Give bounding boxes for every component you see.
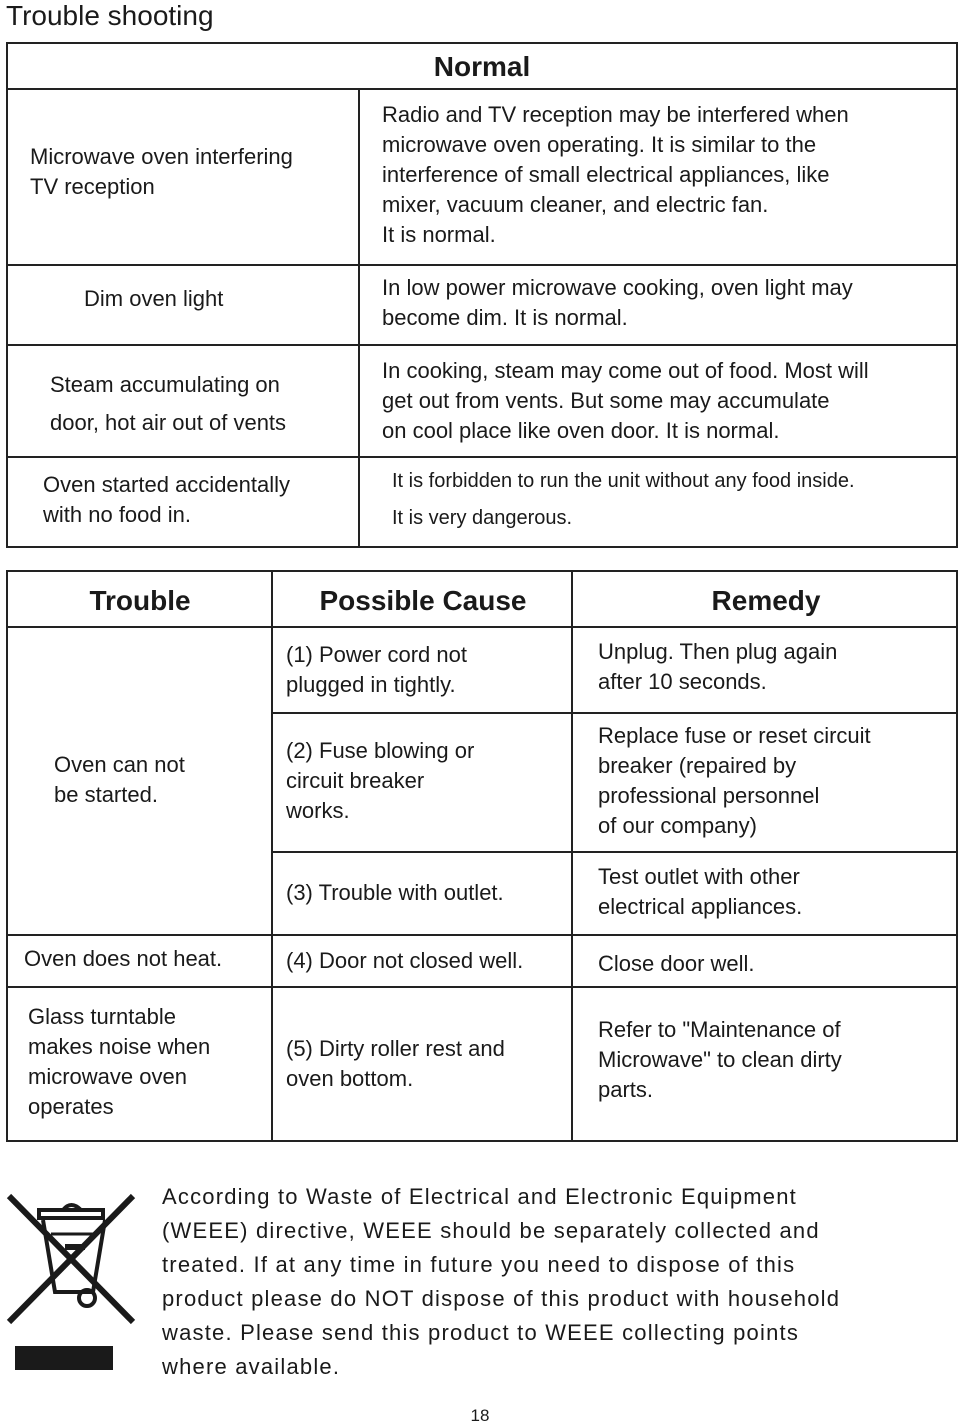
normal-condition-cell: Oven started accidentally with no food in. [43,472,291,527]
weee-line: According to Waste of Electrical and Electronic Equipment [162,1184,797,1209]
remedy-cell: Unplug. Then plug again after 10 seconds. [598,639,838,694]
cause-cell: (1) Power cord not plugged in tightly. [286,642,467,697]
normal-condition-cell: Steam accumulating on door, hot air out of vents [50,372,287,435]
normal-condition-cell: Dim oven light [84,286,224,311]
divider [8,986,956,988]
column-header-cause: Possible Cause [319,585,527,616]
trouble-cell: Glass turntable makes noise when microwave oven operates [28,1004,211,1119]
column-header-remedy: Remedy [711,585,821,616]
trouble-table [6,570,958,1142]
normal-explanation-cell: In low power microwave cooking, oven light may become dim. It is normal. [382,275,853,330]
divider [8,626,956,628]
divider [8,934,956,936]
column-header-trouble: Trouble [89,585,191,616]
crossed-out-wheelie-bin-icon [5,1188,155,1383]
normal-explanation-cell: Radio and TV reception may be interfered when microwave oven operating. It is similar to the interference of small electrical appliances, like mixer, vacuum cleaner, and electric fan. It is normal. [382,102,849,247]
weee-line: product please do NOT dispose of this product with household [162,1286,841,1311]
divider [8,88,956,90]
divider [358,90,360,546]
divider [271,572,273,1140]
cause-cell: (4) Door not closed well. [286,948,524,973]
remedy-cell: Test outlet with other electrical appliances. [598,864,803,919]
divider [571,572,573,1140]
divider [8,456,956,458]
normal-condition-cell: Microwave oven interfering TV reception [30,144,293,199]
divider [8,344,956,346]
normal-explanation-cell: It is forbidden to run the unit without any food inside. It is very dangerous. [392,470,855,529]
weee-line: treated. If at any time in future you need to dispose of this [162,1252,796,1277]
normal-explanation-cell: In cooking, steam may come out of food. Most will get out from vents. But some may accumulate on cool place like oven door. It is normal. [382,358,869,443]
normal-table [6,42,958,548]
remedy-cell: Refer to "Maintenance of Microwave" to clean dirty parts. [598,1017,842,1102]
remedy-cell: Close door well. [598,951,755,976]
weee-line: (WEEE) directive, WEEE should be separately collected and [162,1218,820,1243]
remedy-cell: Replace fuse or reset circuit breaker (repaired by professional personnel of our company) [598,723,871,838]
divider [273,712,956,714]
weee-line: waste. Please send this product to WEEE collecting points [162,1320,800,1345]
page-number: 18 [470,1406,490,1425]
weee-notice [162,1180,952,1384]
weee-line: where available. [162,1354,341,1379]
page-title: Trouble shooting [6,0,214,31]
divider [273,851,956,853]
cause-cell: (3) Trouble with outlet. [286,880,504,905]
cause-cell: (5) Dirty roller rest and oven bottom. [286,1036,505,1091]
cause-cell: (2) Fuse blowing or circuit breaker works. [286,738,475,823]
trouble-cell: Oven can not be started. [54,752,185,807]
trouble-cell: Oven does not heat. [24,946,223,971]
divider [8,264,956,266]
normal-table-header: Normal [433,51,531,82]
